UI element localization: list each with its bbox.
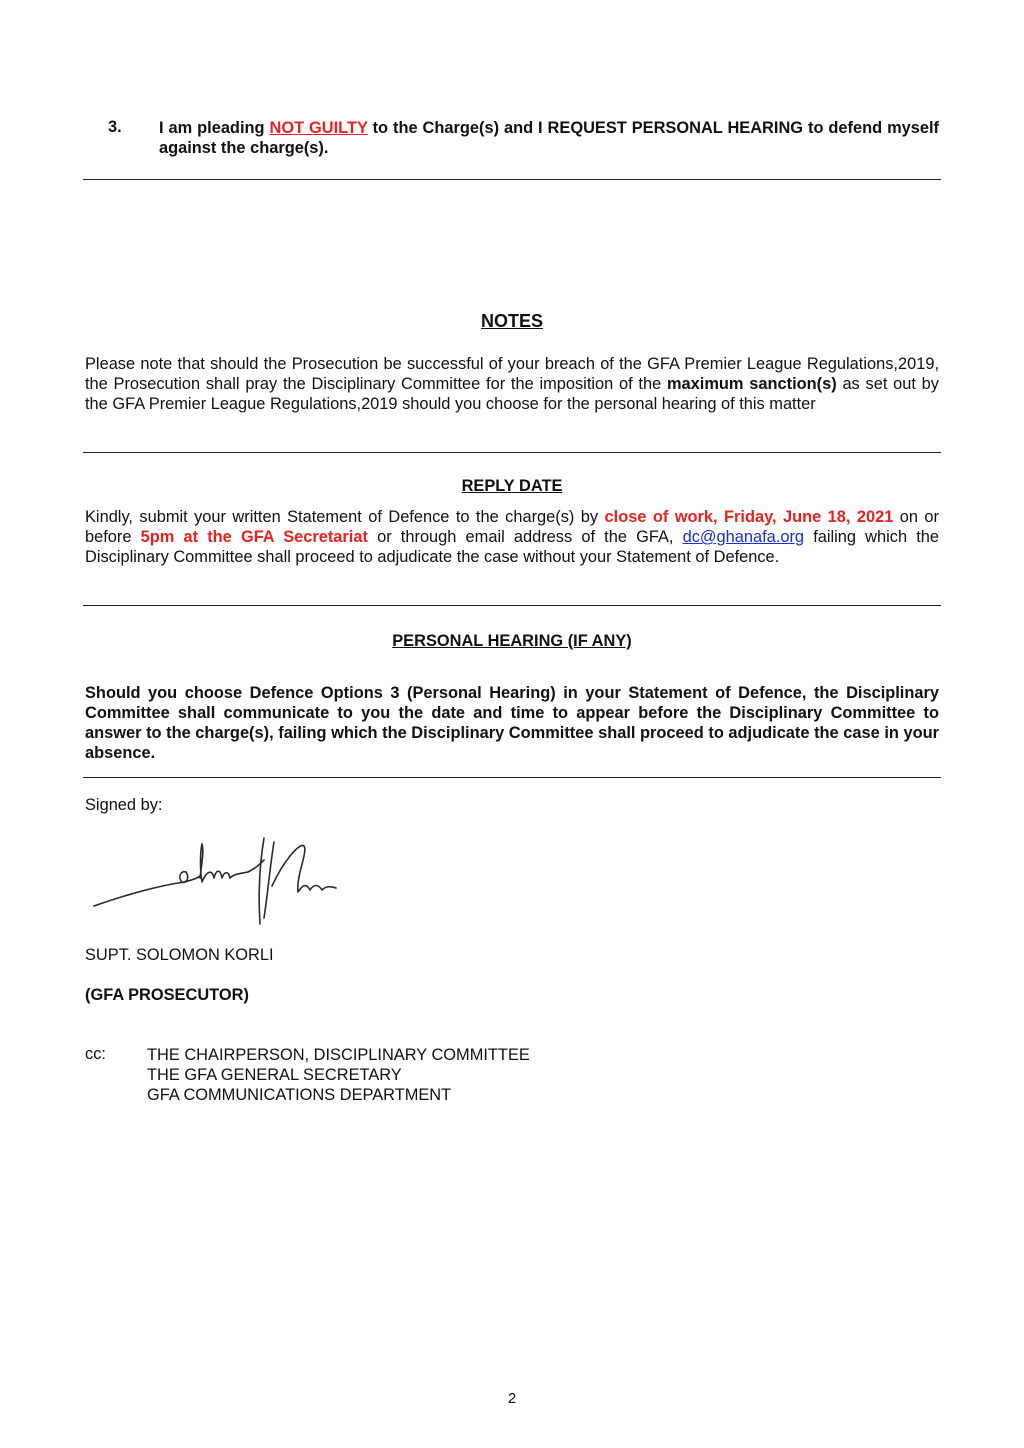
deadline-text: close of work, Friday, June 18, 2021 — [604, 508, 894, 526]
place-text: 5pm at the GFA Secretariat — [140, 528, 368, 546]
item-number: 3. — [108, 118, 122, 136]
notes-part1: Please note that should the Prosecution be successful of your breach of the GFA Premier League Regulations,2019, the Prosecution shall pray the Disciplinary Committee for the imposition of the — [85, 355, 939, 393]
reply-date-heading: REPLY DATE — [461, 477, 563, 495]
cc-list — [147, 1045, 530, 1105]
signature-image — [88, 832, 348, 932]
reply-part4: failing which the Disciplinary Committee shall proceed to adjudicate the case without your Statement of Defence. — [85, 528, 940, 566]
notes-paragraph — [85, 354, 939, 414]
item-3-text — [159, 118, 939, 158]
reply-part2: on or before — [85, 508, 940, 546]
notes-heading: NOTES — [480, 311, 543, 331]
divider — [83, 179, 941, 180]
reply-paragraph — [85, 507, 939, 567]
cc-label: cc: — [85, 1045, 106, 1063]
divider — [83, 605, 941, 606]
cc-recipient: THE GFA GENERAL SECRETARY — [147, 1066, 402, 1084]
signatory-title: (GFA PROSECUTOR) — [85, 986, 249, 1004]
signatory-name: SUPT. SOLOMON KORLI — [85, 946, 274, 964]
reply-part1: Kindly, submit your written Statement of Defence to the charge(s) by — [85, 508, 605, 526]
reply-part3: or through email address of the GFA, — [367, 528, 683, 546]
item-3-part2: to the Charge(s) and I REQUEST PERSONAL HEARING to defend myself against the charge(s). — [159, 119, 940, 157]
personal-hearing-heading: PERSONAL HEARING (IF ANY) — [392, 632, 632, 650]
notes-part2: as set out by the GFA Premier League Regulations,2019 should you choose for the personal hearing of this matter — [85, 375, 939, 413]
maximum-sanction-text: maximum sanction(s) — [666, 375, 837, 393]
cc-recipient: GFA COMMUNICATIONS DEPARTMENT — [147, 1086, 452, 1104]
divider — [83, 777, 941, 778]
divider — [83, 452, 941, 453]
cc-recipient: THE CHAIRPERSON, DISCIPLINARY COMMITTEE — [147, 1046, 530, 1064]
not-guilty-text: NOT GUILTY — [269, 119, 368, 137]
item-3-part1: I am pleading — [159, 119, 270, 137]
email-link[interactable]: dc@ghanafa.org — [682, 528, 805, 546]
page-number: 2 — [507, 1390, 517, 1407]
signed-by-label: Signed by: — [85, 796, 163, 814]
personal-hearing-paragraph: Should you choose Defence Options 3 (Personal Hearing) in your Statement of Defence, the Disciplinary Committee shall communicate to you the date and time to appear before the Disciplinary Committee to answer to the charge(s), failing which the Disciplinary Committee shall proceed to adjudicate the case in your absence. — [85, 684, 939, 762]
